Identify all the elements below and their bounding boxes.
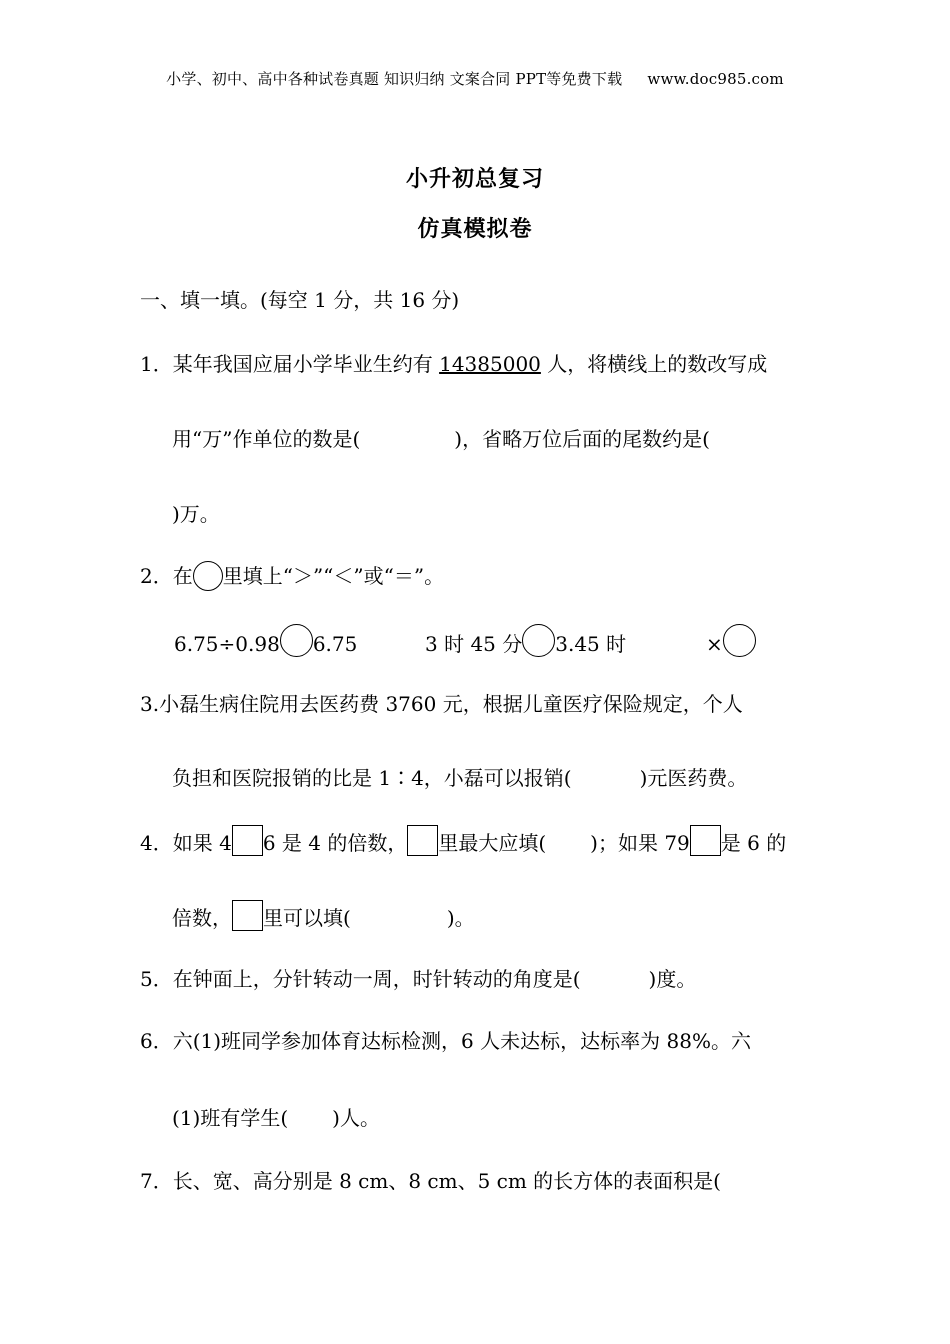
q2-expr: 3 时 45 分 [425,632,523,656]
square-blank-1[interactable] [232,825,263,856]
q4-text: )。 [446,906,475,930]
q5-text: )度。 [648,967,697,991]
q3-text: )元医药费。 [639,766,748,790]
q2-expr: 6.75 [312,632,358,656]
square-blank-2 [407,825,438,856]
page-subtitle: 仿真模拟卷 [417,217,533,242]
q3-text: 负担和医院报销的比是 1∶4，小磊可以报销( [172,766,572,790]
q4-text: 6 是 4 的倍数， [262,831,408,855]
q2-text: 2．在 [140,564,193,588]
question-2-expr-3 [706,624,756,659]
question-1-line-2 [172,424,710,454]
q1-text: 用“万”作单位的数是( [172,427,361,451]
q1-text: 人，将横线上的数改写成 [540,352,768,376]
circle-blank [193,561,223,591]
question-3-line-2 [172,763,747,793]
square-blank-3[interactable] [690,825,721,856]
section-heading: 一、填一填。(每空 1 分，共 16 分) [140,288,460,312]
compare-circle-3[interactable] [723,624,756,657]
q1-text: 1．某年我国应届小学毕业生约有 [140,352,440,376]
question-4-line-1 [140,825,786,858]
question-1-line-1 [140,349,767,379]
q1-text: )万。 [172,502,220,526]
site-header: 小学、初中、高中各种试卷真题 知识归纳 文案合同 PPT等免费下载 www.doc985.com [166,70,784,88]
question-4-line-2 [172,900,475,933]
question-2-line-1 [140,561,444,591]
compare-circle-1[interactable] [280,624,313,657]
q4-text: 里最大应填( [438,831,547,855]
q6-text: )人。 [332,1106,380,1130]
question-1-line-3 [172,499,220,529]
q4-text: 倍数， [172,906,232,930]
q1-text: )，省略万位后面的尾数约是( [454,427,710,451]
q4-text: 是 6 的 [720,831,787,855]
question-6-line-2 [172,1103,380,1133]
square-blank-4 [232,900,263,931]
q2-text: 里填上“＞”“＜”或“＝”。 [222,564,445,588]
page-title: 小升初总复习 [405,167,544,192]
q2-expr: 6.75÷0.98 [174,632,280,656]
question-5 [140,964,696,994]
q2-expr: × [706,632,723,656]
q6-text: (1)班有学生( [172,1106,289,1130]
q1-underlined-number: 14385000 [439,352,541,376]
q2-expr: 3.45 时 [555,632,627,656]
question-7-line-1: 7．长、宽、高分别是 8 cm、8 cm、5 cm 的长方体的表面积是( [140,1169,721,1193]
q4-text: )；如果 79 [590,831,690,855]
question-6-line-1: 6．六(1)班同学参加体育达标检测，6 人未达标，达标率为 88%。六 [140,1029,751,1053]
q4-text: 4．如果 4 [140,831,232,855]
q5-text: 5．在钟面上，分针转动一周，时针转动的角度是( [140,967,581,991]
question-3-line-1: 3.小磊生病住院用去医药费 3760 元，根据儿童医疗保险规定，个人 [140,692,743,716]
question-2-expr-1 [174,624,357,659]
question-2-expr-2 [425,624,626,659]
q4-text: 里可以填( [263,906,351,930]
compare-circle-2[interactable] [522,624,555,657]
